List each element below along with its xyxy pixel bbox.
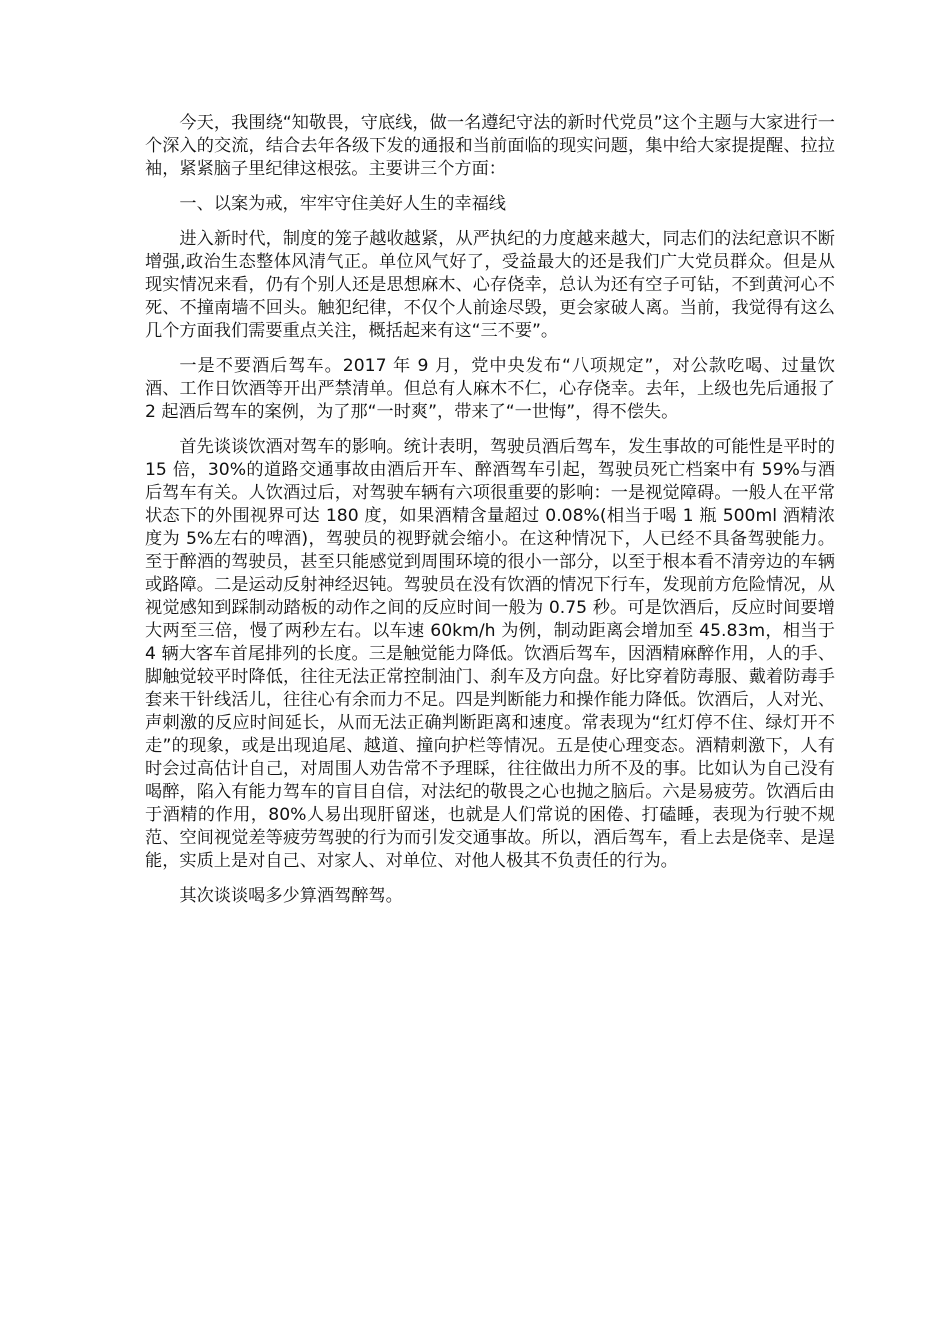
body-paragraph: 其次谈谈喝多少算酒驾醉驾。: [179, 886, 403, 906]
body-paragraph: 进入新时代，制度的笼子越收越紧，从严执纪的力度越来越大，同志们的法纪意识不断增强,政治生态整体风清气正。单位风气好了，受益最大的还是我们广大党员群众。但是从现实情况来看，仍有个别人还是思想麻木、心存侥幸，总认为还有空子可钻，不到黄河心不死、不撞南墙不回头。触犯纪律，不仅个人前途尽毁，更会家破人离。当前，我觉得有这么几个方面我们需要重点关注，概括起来有这“三不要”。: [145, 229, 835, 341]
document-body: [145, 112, 835, 920]
body-paragraph: 首先谈谈饮酒对驾车的影响。统计表明，驾驶员酒后驾车，发生事故的可能性是平时的 15 倍，30%的道路交通事故由酒后开车、醉酒驾车引起，驾驶员死亡档案中有 59%与酒后驾车有关。人饮酒过后，对驾驶车辆有六项很重要的影响：一是视觉障碍。一般人在平常状态下的外围视界可达 180 度，如果酒精含量超过 0.08%(相当于喝 1 瓶 500ml 酒精浓度为 5%左右的啤酒)，驾驶员的视野就会缩小。在这种情况下，人已经不具备驾驶能力。至于醉酒的驾驶员，甚至只能感觉到周围环境的很小一部分，以至于根本看不清旁边的车辆或路障。二是运动反射神经迟钝。驾驶员在没有饮酒的情况下行车，发现前方危险情况，从视觉感知到踩制动踏板的动作之间的反应时间一般为 0.75 秒。可是饮酒后，反应时间要增大两至三倍，慢了两秒左右。以车速 60km/h 为例，制动距离会增加至 45.83m，相当于 4 辆大客车首尾排列的长度。三是触觉能力降低。饮酒后驾车，因酒精麻醉作用，人的手、脚触觉较平时降低，往往无法正常控制油门、刹车及方向盘。好比穿着防毒服、戴着防毒手套来干针线活儿，往往心有余而力不足。四是判断能力和操作能力降低。饮酒后，人对光、声刺激的反应时间延长，从而无法正确判断距离和速度。常表现为“红灯停不住、绿灯开不走”的现象，或是出现追尾、越道、撞向护栏等情况。五是使心理变态。酒精刺激下，人有时会过高估计自己，对周围人劝告常不予理睬，往往做出力所不及的事。比如认为自己没有喝醉，陷入有能力驾车的盲目自信，对法纪的敬畏之心也抛之脑后。六是易疲劳。饮酒后由于酒精的作用，80%人易出现肝留迷，也就是人们常说的困倦、打磕睡，表现为行驶不规范、空间视觉差等疲劳驾驶的行为而引发交通事故。所以，酒后驾车，看上去是侥幸、是逞能，实质上是对自己、对家人、对单位、对他人极其不负责任的行为。: [145, 437, 835, 871]
body-paragraph: 一是不要酒后驾车。2017 年 9 月，党中央发布“八项规定”，对公款吃喝、过量饮酒、工作日饮酒等开出严禁清单。但总有人麻木不仁，心存侥幸。去年，上级也先后通报了 2 起酒后驾车的案例，为了那“一时爽”，带来了“一世悔”，得不偿失。: [145, 356, 835, 422]
intro-paragraph: 今天，我围绕“知敬畏，守底线，做一名遵纪守法的新时代党员”这个主题与大家进行一个深入的交流，结合去年各级下发的通报和当前面临的现实问题，集中给大家提提醒、拉拉袖，紧紧脑子里纪律这根弦。主要讲三个方面：: [145, 113, 835, 179]
section-heading-1: 一、以案为戒，牢牢守住美好人生的幸福线: [179, 194, 506, 214]
